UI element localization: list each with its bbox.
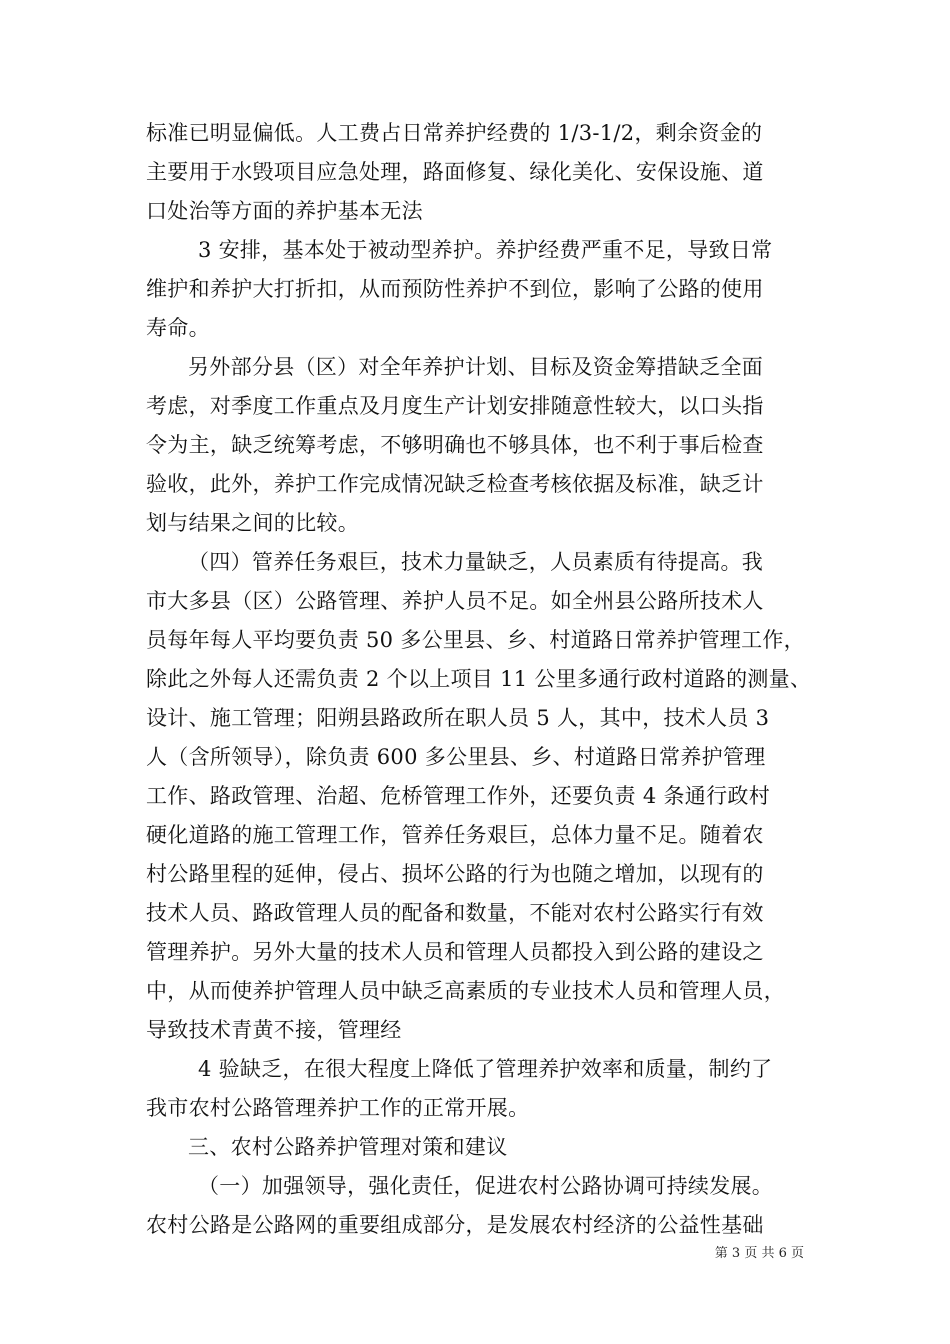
text-line: 3 安排，基本处于被动型养护。养护经费严重不足，导致日常 <box>198 238 773 262</box>
text-line: 4 验缺乏，在很大程度上降低了管理养护效率和质量，制约了 <box>198 1057 773 1081</box>
section-heading: 三、农村公路养护管理对策和建议 <box>188 1135 508 1159</box>
text-line: 市大多县（区）公路管理、养护人员不足。如全州县公路所技术人 <box>146 589 764 613</box>
text-line: 维护和养护大打折扣，从而预防性养护不到位，影响了公路的使用 <box>146 277 764 301</box>
text-line: 工作、路政管理、治超、危桥管理工作外，还要负责 4 条通行政村 <box>146 784 771 808</box>
text-line: 主要用于水毁项目应急处理，路面修复、绿化美化、安保设施、道 <box>146 160 764 184</box>
text-line: 另外部分县（区）对全年养护计划、目标及资金筹措缺乏全面 <box>188 355 764 379</box>
text-line: 寿命。 <box>146 316 210 340</box>
text-line: 令为主，缺乏统筹考虑，不够明确也不够具体，也不利于事后检查 <box>146 433 764 457</box>
text-line: 标准已明显偏低。人工费占日常养护经费的 1/3-1/2，剩余资金的 <box>146 121 763 145</box>
text-line: （四）管养任务艰巨，技术力量缺乏，人员素质有待提高。我 <box>188 550 764 574</box>
text-line: 中，从而使养护管理人员中缺乏高素质的专业技术人员和管理人员， <box>146 979 785 1003</box>
text-line: 我市农村公路管理养护工作的正常开展。 <box>146 1096 530 1120</box>
text-line: 口处治等方面的养护基本无法 <box>146 199 423 223</box>
text-line: 划与结果之间的比较。 <box>146 511 359 535</box>
text-line: 考虑，对季度工作重点及月度生产计划安排随意性较大，以口头指 <box>146 394 764 418</box>
page-number: 第 3 页 共 6 页 <box>714 1246 804 1261</box>
text-line: 设计、施工管理；阳朔县路政所在职人员 5 人，其中，技术人员 3 <box>146 706 770 730</box>
text-line: 导致技术青黄不接，管理经 <box>146 1018 402 1042</box>
text-line: 管理养护。另外大量的技术人员和管理人员都投入到公路的建设之 <box>146 940 764 964</box>
text-line: 硬化道路的施工管理工作，管养任务艰巨，总体力量不足。随着农 <box>146 823 764 847</box>
text-line: （一）加强领导，强化责任，促进农村公路协调可持续发展。 <box>198 1174 774 1198</box>
text-line: 员每年每人平均要负责 50 多公里县、乡、村道路日常养护管理工作， <box>146 628 805 652</box>
text-line: 除此之外每人还需负责 2 个以上项目 11 公里多通行政村道路的测量、 <box>146 667 812 691</box>
text-line: 验收，此外，养护工作完成情况缺乏检查考核依据及标准，缺乏计 <box>146 472 764 496</box>
text-line: 村公路里程的延伸，侵占、损坏公路的行为也随之增加，以现有的 <box>146 862 764 886</box>
document-body <box>146 114 814 1245</box>
text-line: 人（含所领导），除负责 600 多公里县、乡、村道路日常养护管理 <box>146 745 766 769</box>
text-line: 农村公路是公路网的重要组成部分，是发展农村经济的公益性基础 <box>146 1213 764 1237</box>
text-line: 技术人员、路政管理人员的配备和数量，不能对农村公路实行有效 <box>146 901 764 925</box>
